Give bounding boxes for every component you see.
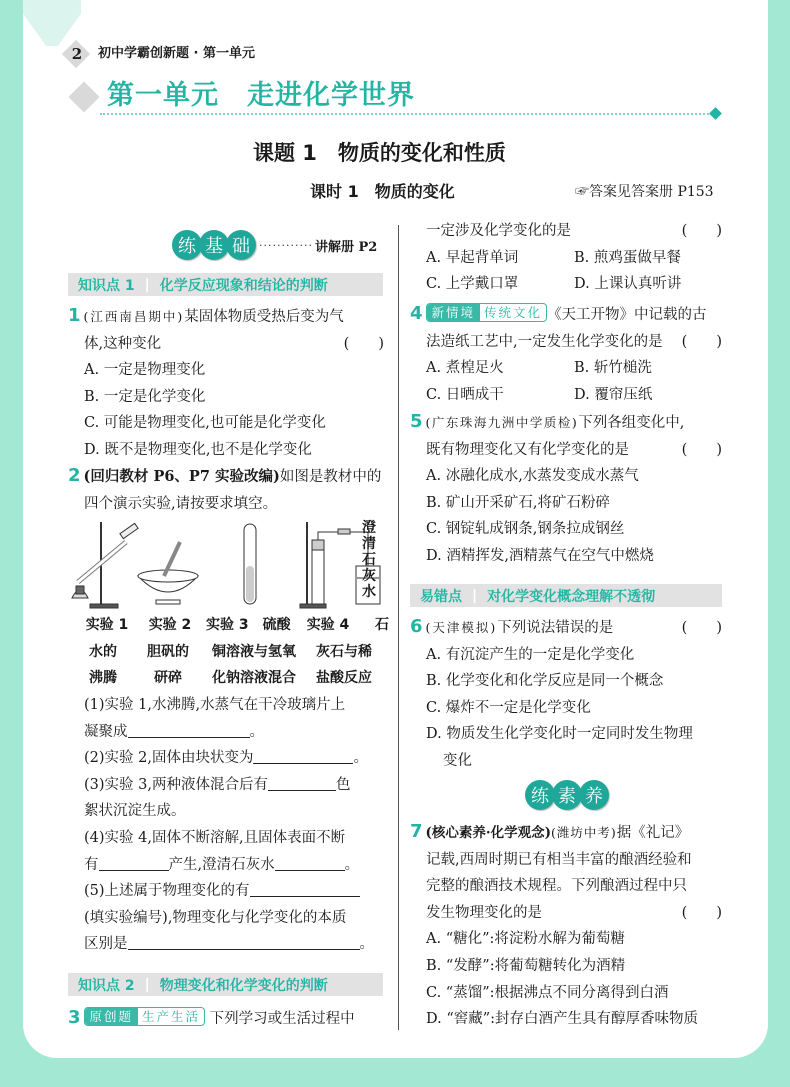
question-stem: 既有物理变化又有化学变化的是 — [426, 441, 629, 458]
question-number: 2 — [68, 465, 81, 486]
subpart-4-text: 产生,澄清石灰水 — [168, 856, 275, 873]
practice-char: 素 — [552, 780, 582, 810]
question-3-cont — [426, 218, 722, 298]
subpart-3-cont: 絮状沉淀生成。 — [84, 803, 186, 820]
label-char: 水 — [362, 584, 376, 600]
option-b: B. “发酵”:将葡萄糖转化为酒精 — [426, 957, 626, 974]
exp-label: 实验 1 — [85, 617, 129, 633]
kp-separator: | — [472, 587, 478, 604]
question-stem: 完整的酿酒技术规程。下列酿酒过程中只 — [426, 878, 687, 895]
subpart-1: (1)实验 1,水沸腾,水蒸气在干冷玻璃片上 — [84, 697, 346, 713]
kp-title: 物理变化和化学变化的判断 — [159, 977, 328, 994]
exp-label: 盐酸反应 — [316, 670, 372, 687]
question-number: 3 — [68, 1007, 81, 1028]
answer-reference: ☞答案见答案册 P153 — [575, 184, 714, 200]
question-stem: 发生物理变化的是 — [426, 904, 542, 921]
practice-basic-header — [172, 230, 377, 260]
question-stem: 下列说法错误的是 — [497, 620, 614, 636]
kp-separator: | — [144, 976, 150, 993]
option-a: A. 煮楻足火 — [426, 360, 504, 377]
exp-label: 实验 2 — [148, 617, 192, 633]
label-char: 澄 — [362, 520, 376, 536]
question-stem: 《天工开物》中记载的古 — [547, 307, 707, 323]
option-a: A. 一定是物理变化 — [84, 362, 206, 379]
fill-blank[interactable] — [253, 747, 353, 764]
subpart-2: (2)实验 2,固体由块状变为 — [84, 750, 254, 767]
exp-label: 水的 — [89, 643, 117, 660]
experiment-3-test-tube — [244, 524, 256, 604]
option-a: A. 早起背单词 — [426, 249, 519, 266]
question-stem: 四个演示实验,请按要求填空。 — [84, 495, 278, 512]
option-c: C. “蒸馏”:根据沸点不同分离得到白酒 — [426, 984, 669, 1001]
tag-original: 原创题 — [85, 1008, 139, 1025]
kp-label: 知识点 2 — [78, 977, 135, 994]
answer-bracket[interactable]: ( ) — [681, 620, 722, 636]
kp-separator: | — [144, 276, 150, 293]
question-stem: 一定涉及化学变化的是 — [426, 223, 571, 239]
tag-new-context: 新情境 — [427, 304, 481, 321]
answer-bracket[interactable]: ( ) — [681, 333, 722, 350]
unit-divider — [100, 113, 712, 115]
question-stem: 如图是教材中的 — [279, 469, 382, 485]
subpart-3: (3)实验 3,两种液体混合后有 — [84, 776, 268, 793]
practice-char: 练 — [172, 230, 202, 260]
fill-blank[interactable] — [275, 854, 345, 871]
kp-title: 化学反应现象和结论的判断 — [159, 277, 328, 294]
fill-blank[interactable] — [128, 721, 250, 738]
option-c: C. 上学戴口罩 — [426, 276, 519, 293]
error-point-bar — [410, 584, 722, 607]
question-2-subparts — [84, 692, 384, 958]
page-number: 2 — [71, 45, 83, 63]
exp-label: 铜溶液与氢氧 — [212, 643, 296, 660]
exp-label: 沸腾 — [89, 670, 117, 687]
exp-label: 石 — [375, 617, 389, 633]
label-char: 灰 — [362, 568, 376, 584]
question-7 — [410, 820, 722, 1033]
lesson-title: 课时 1 物质的变化 — [310, 182, 455, 201]
fill-blank[interactable] — [128, 933, 360, 950]
option-b: B. 矿山开采矿石,将矿石粉碎 — [426, 494, 610, 511]
option-b: B. 煎鸡蛋做早餐 — [574, 249, 681, 266]
lecture-book-ref: 讲解册 P2 — [314, 239, 378, 255]
fill-blank[interactable] — [250, 880, 360, 897]
question-source: (天津模拟) — [425, 620, 498, 635]
subpart-1-text: 凝聚成 — [84, 723, 128, 740]
exp-label: 实验 4 — [306, 617, 350, 633]
limewater-label — [362, 520, 376, 600]
kp-label: 易错点 — [420, 588, 462, 605]
knowledge-point-bar — [68, 273, 383, 296]
answer-bracket[interactable]: ( ) — [343, 335, 384, 352]
answer-bracket[interactable]: ( ) — [681, 904, 722, 921]
kp-title: 对化学变化概念理解不透彻 — [487, 588, 656, 605]
practice-char: 养 — [579, 780, 609, 810]
experiment-labels — [76, 612, 389, 692]
option-b: B. 斩竹槌洗 — [574, 360, 652, 377]
option-c: C. 日晒成干 — [426, 386, 504, 403]
experiment-1-boiling-apparatus — [72, 522, 138, 608]
experiment-figure — [68, 520, 384, 612]
option-b: B. 一定是化学变化 — [84, 388, 206, 405]
period: 。 — [344, 856, 360, 873]
practice-char: 础 — [226, 230, 256, 260]
question-tag — [84, 1007, 206, 1026]
option-c: C. 钢锭轧成钢条,钢条拉成钢丝 — [426, 521, 625, 538]
exp-label: 化钠溶液混合 — [212, 670, 296, 687]
question-4 — [410, 302, 722, 408]
subpart-4-text: 有 — [84, 856, 99, 873]
subpart-5: (5)上述属于物理变化的有 — [84, 883, 250, 900]
question-stem: 体,这种变化 — [84, 335, 162, 352]
experiment-2-mortar-pestle — [138, 542, 198, 604]
subpart-5-text: 区别是 — [84, 936, 128, 953]
question-5 — [410, 410, 722, 570]
question-source: (回归教材 P6、P7 实验改编) — [83, 468, 280, 485]
question-number: 4 — [410, 303, 423, 324]
period: 。 — [359, 936, 374, 953]
question-stem: 记载,西周时期已有相当丰富的酿酒经验和 — [426, 851, 692, 868]
practice-char: 基 — [199, 230, 229, 260]
period: 。 — [353, 750, 368, 767]
question-stem: 下列各组变化中, — [578, 415, 685, 431]
practice-char: 练 — [525, 780, 555, 810]
practice-literacy-header — [525, 780, 606, 810]
option-d: D. 覆帘压纸 — [574, 386, 653, 403]
subpart-3-end: 色 — [335, 776, 351, 793]
answer-bracket[interactable]: ( ) — [681, 223, 722, 239]
subpart-4: (4)实验 4,固体不断溶解,且固体表面不断 — [84, 829, 346, 846]
option-c: C. 爆炸不一定是化学变化 — [426, 699, 591, 716]
subpart-5-cont: (填实验编号),物理变化与化学变化的本质 — [84, 909, 347, 926]
question-1 — [68, 304, 384, 464]
period: 。 — [249, 723, 264, 740]
exp-label: 硫酸 — [262, 617, 291, 633]
knowledge-point-bar — [68, 973, 383, 996]
option-d: D. “窖藏”:封存白酒产生具有醇厚香味物质 — [426, 1011, 699, 1028]
tag-traditional-culture: 传统文化 — [484, 305, 543, 320]
option-d-cont: 变化 — [443, 752, 472, 769]
question-source: (潍坊中考) — [551, 825, 617, 840]
question-stem: 法造纸工艺中,一定发生化学变化的是 — [426, 333, 663, 350]
fill-blank[interactable] — [99, 854, 169, 871]
option-d: D. 上课认真听讲 — [574, 276, 682, 293]
question-6 — [410, 615, 722, 775]
exp-label: 胆矾的 — [147, 643, 189, 660]
option-a: A. “糖化”:将淀粉水解为葡萄糖 — [426, 931, 625, 948]
exp-label: 灰石与稀 — [316, 643, 372, 660]
option-b: B. 化学变化和化学反应是同一个概念 — [426, 673, 664, 690]
unit-title: 第一单元 走进化学世界 — [107, 80, 415, 111]
question-number: 1 — [68, 305, 81, 326]
exp-label: 研碎 — [154, 670, 182, 687]
fill-blank[interactable] — [268, 774, 336, 791]
question-3-start — [68, 1006, 386, 1033]
leader-dots: ············ — [259, 238, 313, 252]
question-number: 5 — [410, 411, 423, 432]
question-number: 7 — [410, 821, 423, 842]
question-tag: (核心素养·化学观念) — [425, 825, 552, 841]
question-2 — [68, 464, 384, 517]
option-d: D. 物质发生化学变化时一定同时发生物理 — [426, 726, 693, 743]
option-a: A. 有沉淀产生的一定是化学变化 — [426, 646, 635, 663]
label-char: 石 — [362, 552, 376, 568]
option-c: C. 可能是物理变化,也可能是化学变化 — [84, 415, 326, 432]
question-stem: 某固体物质受热后变为气 — [184, 309, 344, 325]
running-title: 初中学霸创新题 · 第一单元 — [98, 46, 255, 61]
question-source: (广东珠海九洲中学质检) — [425, 415, 579, 430]
question-tag — [426, 303, 548, 322]
topic-title: 课题 1 物质的变化和性质 — [253, 141, 506, 165]
kp-label: 知识点 1 — [78, 277, 135, 294]
question-source: (江西南昌期中) — [83, 309, 185, 324]
label-char: 清 — [362, 536, 376, 552]
tag-daily-life: 生产生活 — [142, 1009, 201, 1024]
question-number: 6 — [410, 616, 423, 637]
option-d: D. 酒精挥发,酒精蒸气在空气中燃烧 — [426, 547, 654, 564]
answer-bracket[interactable]: ( ) — [681, 441, 722, 458]
option-d: D. 既不是物理变化,也不是化学变化 — [84, 441, 312, 458]
option-a: A. 冰融化成水,水蒸发变成水蒸气 — [426, 468, 639, 485]
exp-label: 实验 3 — [206, 617, 249, 633]
question-stem: 据《礼记》 — [616, 825, 690, 841]
question-stem: 下列学习或生活过程中 — [209, 1011, 355, 1027]
